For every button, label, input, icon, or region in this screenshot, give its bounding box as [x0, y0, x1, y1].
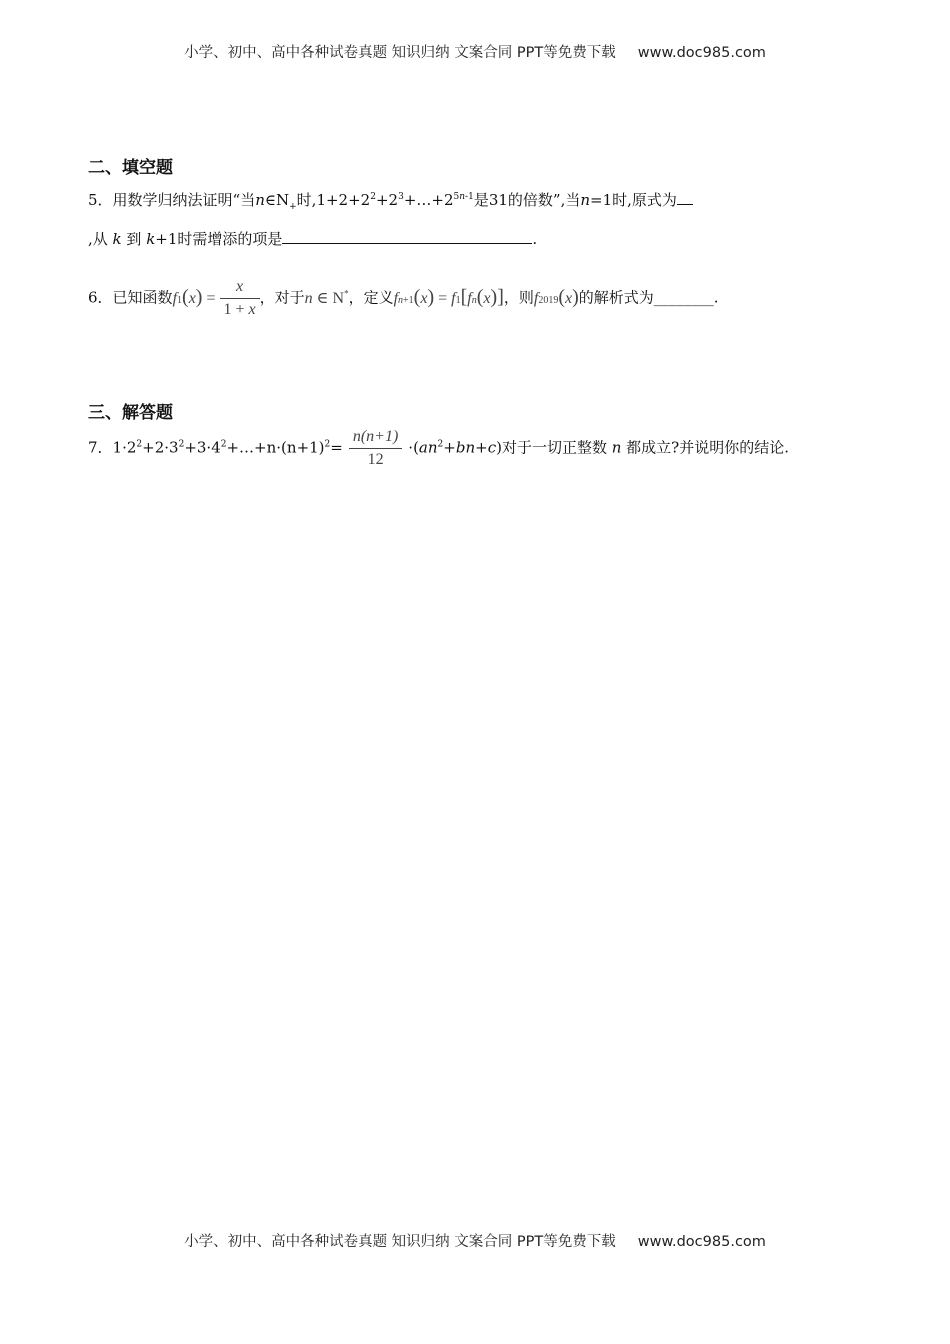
q5-text-g: =1时,原式为	[590, 191, 677, 209]
answer-blank-2	[282, 229, 532, 244]
sup-3: 3	[398, 192, 404, 202]
q6-text-d: ，则	[503, 288, 534, 307]
question-7: 7．$1\cdot 2^2+2\cdot 3^2+3\cdot 4^2+\dots+n\cdot(n+1)^2=$ $\frac{n(n+1)}{12}$ $\cdot(an^2+bn+c)$对于一切正整数 n 都成立?并说明你的结论.	[88, 428, 789, 468]
section-title-fill-in: 二、填空题	[88, 158, 173, 178]
section-title-answer: 三、解答题	[88, 403, 173, 423]
q7-rhs-b: )对于一切正整数	[496, 438, 607, 457]
question-5-line-1	[88, 189, 693, 210]
sub-plus: +	[289, 202, 297, 212]
q6-text-a: 已知函数	[112, 288, 173, 307]
fraction-x-over-1-plus-x: $\frac{x}{1 + x}$	[220, 278, 260, 319]
q7-rhs-a: ·(	[408, 438, 419, 457]
answer-blank-1	[677, 190, 693, 205]
header-text: 小学、初中、高中各种试卷真题 知识归纳 文案合同 PPT等免费下载	[184, 45, 616, 61]
sup-5n-1: 5n-1	[453, 192, 474, 202]
q5-text-d: +2	[375, 191, 399, 209]
var-n: n	[255, 191, 265, 209]
q7-eq: =	[330, 438, 343, 457]
q7-term-4: +…+n·(n+1)	[226, 438, 325, 457]
q5-text-h: ,从	[88, 230, 108, 248]
q7-lhs: 1·2	[112, 438, 137, 457]
page-footer	[0, 1230, 950, 1251]
formula-f-n-plus-1: fn+1(x) = f1[fn(x)]	[393, 285, 504, 308]
q5-text-i: 到	[126, 230, 142, 248]
q5-text-b: ∈N	[264, 191, 290, 209]
question-7-number: 7．	[88, 438, 113, 457]
q5-text-c: 时,1+2+2	[296, 191, 371, 209]
expr-abc: an	[418, 438, 438, 457]
q6-text-b: ，对于	[259, 288, 305, 307]
formula-f2019: f2019(x)	[533, 285, 579, 308]
fraction-n-n-plus-1-over-12: $\frac{n(n+1)}{12}$	[349, 428, 402, 469]
question-6	[88, 278, 719, 319]
footer-site: www.doc985.com	[637, 1234, 766, 1250]
formula-n-in-N: n ∈ N*	[304, 288, 349, 307]
q5-text-j: +1时需增添的项是	[155, 230, 283, 248]
var-k: k	[107, 230, 127, 248]
question-5-line-2	[88, 228, 537, 249]
q5-text-end: .	[532, 230, 538, 248]
var-n: n	[606, 438, 627, 457]
q5-text-e: +…+2	[403, 191, 454, 209]
question-5-number: 5．	[88, 191, 113, 209]
page-header	[0, 41, 950, 62]
question-6-number: 6．	[88, 288, 113, 307]
footer-text: 小学、初中、高中各种试卷真题 知识归纳 文案合同 PPT等免费下载	[184, 1234, 616, 1250]
q7-term-2: +2·3	[142, 438, 179, 457]
header-site: www.doc985.com	[637, 45, 766, 61]
q6-text-c: ，定义	[348, 288, 394, 307]
q5-text-f: 是31的倍数”,当	[473, 191, 581, 209]
q7-term-3: +3·4	[184, 438, 221, 457]
var-n: n	[580, 191, 591, 209]
q5-text-a: 用数学归纳法证明“当	[112, 191, 256, 209]
sup-2: 2	[370, 192, 376, 202]
q6-text-e: 的解析式为________.	[578, 288, 719, 307]
q7-rhs-c: 都成立?并说明你的结论.	[626, 438, 789, 457]
var-k: k	[141, 230, 156, 248]
formula-f1: f1(x) =	[172, 285, 220, 308]
